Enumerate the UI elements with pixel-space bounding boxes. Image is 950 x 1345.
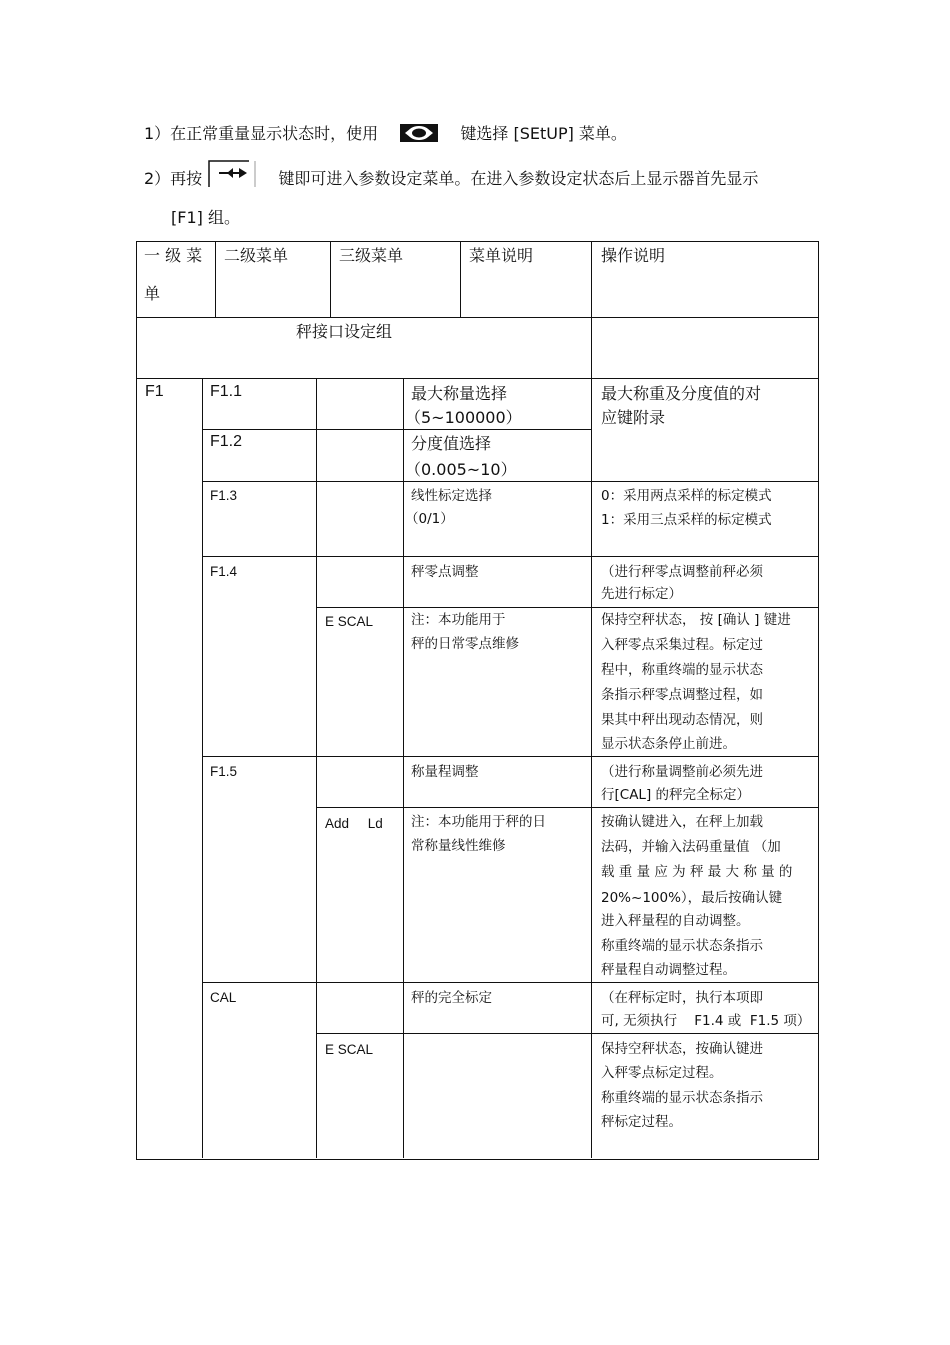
f12-range: （0.005~10） [405, 460, 517, 479]
f15-sub-desc-1: 注：本功能用于秤的日 [411, 814, 546, 830]
left-right-arrow-key-icon [207, 159, 259, 193]
instruction-1-suffix: 键选择 [SEtUP] 菜单。 [460, 124, 627, 143]
f15-sub-op-1: 按确认键进入，在秤上加载 [601, 814, 763, 830]
body-col-1 [202, 378, 203, 1158]
f14-sub-op-1: 保持空秤状态， 按 [确认 ] 键进 [601, 612, 791, 628]
instruction-2-prefix: 2）再按 [144, 169, 203, 188]
row-divider-f11 [202, 429, 591, 430]
f13-range: （0/1） [405, 511, 454, 527]
body-col-2 [316, 378, 317, 1158]
f15-op-2: 行[CAL] 的秤完全标定） [601, 787, 751, 803]
f15-sub-code: Add Ld [325, 816, 383, 831]
f14-sub-desc-2: 秤的日常零点维修 [411, 636, 519, 652]
f11-op-2: 应键附录 [601, 408, 666, 427]
group-title: 秤接口设定组 [296, 322, 393, 341]
body-col-3 [403, 378, 404, 1158]
f15-sub-op-7: 秤量程自动调整过程。 [601, 962, 736, 978]
f14-sub-desc-1: 注：本功能用于 [411, 612, 506, 628]
row-divider-f13 [202, 556, 818, 557]
f15-sub-op-5: 进入秤量程的自动调整。 [601, 913, 750, 929]
f15-desc: 称量程调整 [411, 764, 479, 780]
instruction-line-1 [144, 121, 627, 147]
instruction-1-prefix: 1）在正常重量显示状态时，使用 [144, 124, 379, 143]
header-level2: 二级菜单 [224, 246, 289, 265]
f15-code: F1.5 [210, 764, 238, 779]
cal-sub-op-1: 保持空秤状态，按确认键进 [601, 1041, 763, 1057]
f13-code: F1.3 [210, 488, 238, 503]
f12-desc: 分度值选择 [411, 434, 492, 453]
cal-desc: 秤的完全标定 [411, 990, 492, 1006]
header-col-1 [215, 241, 216, 317]
f12-code: F1.2 [210, 433, 243, 450]
cal-sub-op-3: 称重终端的显示状态条指示 [601, 1090, 763, 1106]
cal-code: CAL [210, 990, 237, 1005]
f11-code: F1.1 [210, 383, 243, 400]
f1-label: F1 [145, 383, 164, 400]
header-op: 操作说明 [601, 246, 666, 265]
f15-sub-op-3: 载 重 量 应 为 秤 最 大 称 量 的 [601, 864, 793, 880]
header-level1-b: 单 [144, 284, 161, 303]
f13-desc: 线性标定选择 [411, 488, 492, 504]
f14-sub-op-2: 入秤零点采集过程。标定过 [601, 637, 763, 653]
f14-sub-op-5: 果其中秤出现动态情况，则 [601, 712, 763, 728]
f14-sub-code: E SCAL [325, 614, 374, 629]
f15-sub-op-4: 20%~100%），最后按确认键 [601, 890, 783, 906]
rotate-select-key-icon [399, 123, 439, 147]
f14-sub-op-6: 显示状态条停止前进。 [601, 736, 736, 752]
f14-op-1: （进行秤零点调整前秤必须 [601, 564, 763, 580]
col-op-divider [591, 241, 592, 1158]
instruction-line-2 [144, 166, 758, 193]
header-col-3 [460, 241, 461, 317]
f11-range: （5~100000） [405, 408, 522, 427]
header-desc: 菜单说明 [469, 246, 534, 265]
cal-sub-code: E SCAL [325, 1042, 374, 1057]
f13-op-1: 0：采用两点采样的标定模式 [601, 488, 772, 504]
group-divider [136, 378, 818, 379]
cal-op-1: （在秤标定时，执行本项即 [601, 990, 763, 1006]
f14-sub-op-3: 程中，称重终端的显示状态 [601, 662, 763, 678]
cal-op-2: 可, 无须执行 F1.4 或 F1.5 项） [601, 1013, 811, 1029]
f13-op-2: 1：采用三点采样的标定模式 [601, 512, 772, 528]
f15-sub-desc-2: 常称量线性维修 [411, 838, 506, 854]
instruction-line-3: [F1] 组。 [171, 208, 240, 227]
header-level3: 三级菜单 [339, 246, 404, 265]
f11-op-1: 最大称重及分度值的对 [601, 384, 762, 403]
cal-sub-op-2: 入秤零点标定过程。 [601, 1065, 723, 1081]
f11-desc: 最大称量选择 [411, 384, 508, 403]
header-divider [136, 317, 818, 318]
f15-sub-op-2: 法码，并输入法码重量值 （加 [601, 839, 781, 855]
f15-sub-op-6: 称重终端的显示状态条指示 [601, 938, 763, 954]
f14-op-2: 先进行标定） [601, 586, 682, 602]
f14-desc: 秤零点调整 [411, 564, 479, 580]
instruction-2-suffix: 键即可进入参数设定菜单。在进入参数设定状态后上显示器首先显示 [278, 169, 759, 188]
cal-sub-op-4: 秤标定过程。 [601, 1114, 682, 1130]
header-level1-a: 一 级 菜 [144, 246, 203, 265]
row-divider-f12 [202, 481, 818, 482]
f14-code: F1.4 [210, 564, 238, 579]
f14-sub-op-4: 条指示秤零点调整过程，如 [601, 687, 763, 703]
f15-op-1: （进行称量调整前必须先进 [601, 764, 763, 780]
header-col-2 [330, 241, 331, 317]
